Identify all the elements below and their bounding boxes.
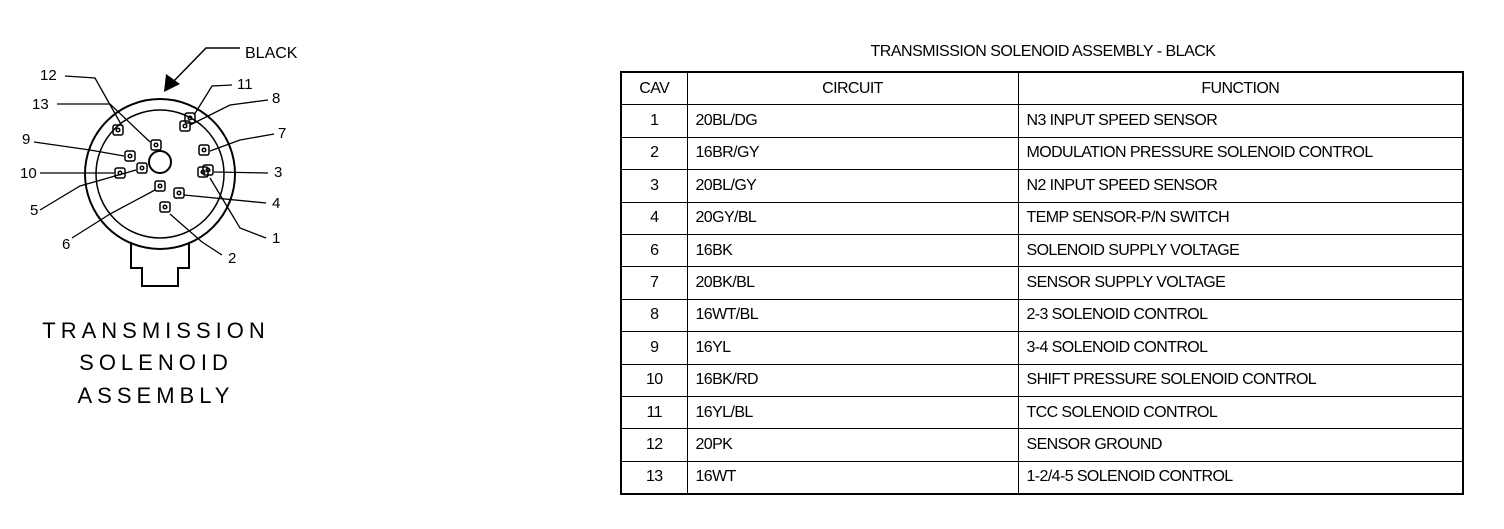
- caption-line-2: SOLENOID: [79, 350, 233, 375]
- pin-contact-2: [163, 205, 167, 209]
- circuit-cell: 16WT: [687, 461, 1018, 494]
- cav-cell: 3: [621, 170, 687, 202]
- pin-cavity-7: [199, 145, 209, 155]
- header-function: FUNCTION: [1018, 72, 1463, 105]
- table-row: [621, 170, 1463, 202]
- pinout-table: [620, 71, 1464, 495]
- function-cell: 1-2/4-5 SOLENOID CONTROL: [1018, 461, 1463, 494]
- header-circuit: CIRCUIT: [687, 72, 1018, 105]
- pin-contact-7: [202, 148, 206, 152]
- table-row: [621, 267, 1463, 299]
- pin-label-2: 2: [228, 250, 237, 267]
- connector-center-post: [149, 151, 171, 173]
- pin-cavity-9: [125, 151, 135, 161]
- header-cav: CAV: [621, 72, 687, 105]
- caption-line-3: ASSEMBLY: [77, 383, 235, 408]
- cav-cell: 2: [621, 137, 687, 169]
- pin-label-1: 1: [272, 230, 281, 247]
- pin-label-10: 10: [20, 165, 37, 182]
- pin-label-6: 6: [62, 236, 71, 253]
- table-row: [621, 105, 1463, 137]
- pin-contact-4: [177, 191, 181, 195]
- circuit-cell: 16BK/RD: [687, 364, 1018, 396]
- cav-cell: 10: [621, 364, 687, 396]
- table-header-row: [621, 72, 1463, 105]
- cav-cell: 4: [621, 202, 687, 234]
- pin-leader-9: [34, 142, 124, 156]
- pin-contact-12: [116, 128, 120, 132]
- cav-cell: 1: [621, 105, 687, 137]
- table-row: [621, 396, 1463, 428]
- connector-color-label: BLACK: [245, 45, 298, 62]
- function-cell: SHIFT PRESSURE SOLENOID CONTROL: [1018, 364, 1463, 396]
- circuit-cell: 20BL/DG: [687, 105, 1018, 137]
- pin-cavity-6: [155, 181, 165, 191]
- pin-contact-8: [183, 124, 187, 128]
- pin-label-11: 11: [237, 76, 253, 93]
- pin-leader-6: [72, 190, 155, 238]
- pin-label-3: 3: [274, 164, 283, 181]
- circuit-cell: 20BK/BL: [687, 267, 1018, 299]
- pin-contact-13: [154, 143, 158, 147]
- pin-contact-5: [140, 166, 144, 170]
- cav-cell: 11: [621, 396, 687, 428]
- pin-leader-2: [170, 214, 222, 255]
- circuit-cell: 16YL/BL: [687, 396, 1018, 428]
- function-cell: TEMP SENSOR-P/N SWITCH: [1018, 202, 1463, 234]
- circuit-cell: 16WT/BL: [687, 299, 1018, 331]
- table-row: [621, 137, 1463, 169]
- table-row: [621, 202, 1463, 234]
- function-cell: SOLENOID SUPPLY VOLTAGE: [1018, 234, 1463, 266]
- pin-leader-lines: [34, 76, 274, 255]
- pin-label-5: 5: [30, 202, 39, 219]
- function-cell: MODULATION PRESSURE SOLENOID CONTROL: [1018, 137, 1463, 169]
- pin-cavity-2: [160, 202, 170, 212]
- pin-label-8: 8: [272, 90, 281, 107]
- pin-contact-6: [158, 184, 162, 188]
- circuit-cell: 16BK: [687, 234, 1018, 266]
- pin-cavities: [113, 113, 213, 212]
- circuit-cell: 20BL/GY: [687, 170, 1018, 202]
- caption-line-1: TRANSMISSION: [42, 318, 270, 343]
- cav-cell: 12: [621, 429, 687, 461]
- table-row: [621, 364, 1463, 396]
- pin-label-9: 9: [22, 131, 31, 148]
- table-title: TRANSMISSION SOLENOID ASSEMBLY - BLACK: [870, 43, 1216, 60]
- pin-cavity-5: [137, 163, 147, 173]
- function-cell: 2-3 SOLENOID CONTROL: [1018, 299, 1463, 331]
- cav-cell: 9: [621, 332, 687, 364]
- pin-contact-9: [128, 154, 132, 158]
- pin-cavity-4: [174, 188, 184, 198]
- table-row: [621, 234, 1463, 266]
- pin-leader-13: [57, 104, 150, 142]
- circuit-cell: 16YL: [687, 332, 1018, 364]
- pin-label-7: 7: [278, 125, 287, 142]
- cav-cell: 7: [621, 267, 687, 299]
- function-cell: N3 INPUT SPEED SENSOR: [1018, 105, 1463, 137]
- function-cell: SENSOR GROUND: [1018, 429, 1463, 461]
- pin-leader-5: [40, 170, 136, 210]
- circuit-cell: 16BR/GY: [687, 137, 1018, 169]
- pin-leader-3: [214, 172, 268, 173]
- function-cell: TCC SOLENOID CONTROL: [1018, 396, 1463, 428]
- pin-label-12: 12: [40, 67, 57, 84]
- table-row: [621, 429, 1463, 461]
- pin-leader-7: [210, 134, 274, 151]
- table-row: [621, 332, 1463, 364]
- cav-cell: 6: [621, 234, 687, 266]
- pin-leader-1: [210, 178, 266, 238]
- function-cell: SENSOR SUPPLY VOLTAGE: [1018, 267, 1463, 299]
- cav-cell: 13: [621, 461, 687, 494]
- connector-drawing: [0, 0, 320, 524]
- pin-leader-12: [65, 76, 122, 126]
- circuit-cell: 20GY/BL: [687, 202, 1018, 234]
- connector-diagram: [0, 0, 320, 524]
- table-row: [621, 461, 1463, 494]
- pin-label-4: 4: [272, 195, 281, 212]
- pin-label-13: 13: [32, 96, 49, 113]
- function-cell: 3-4 SOLENOID CONTROL: [1018, 332, 1463, 364]
- color-arrow-line: [170, 48, 240, 85]
- pin-cavity-13: [151, 140, 161, 150]
- table-body: [621, 105, 1463, 494]
- cav-cell: 8: [621, 299, 687, 331]
- circuit-cell: 20PK: [687, 429, 1018, 461]
- function-cell: N2 INPUT SPEED SENSOR: [1018, 170, 1463, 202]
- table-row: [621, 299, 1463, 331]
